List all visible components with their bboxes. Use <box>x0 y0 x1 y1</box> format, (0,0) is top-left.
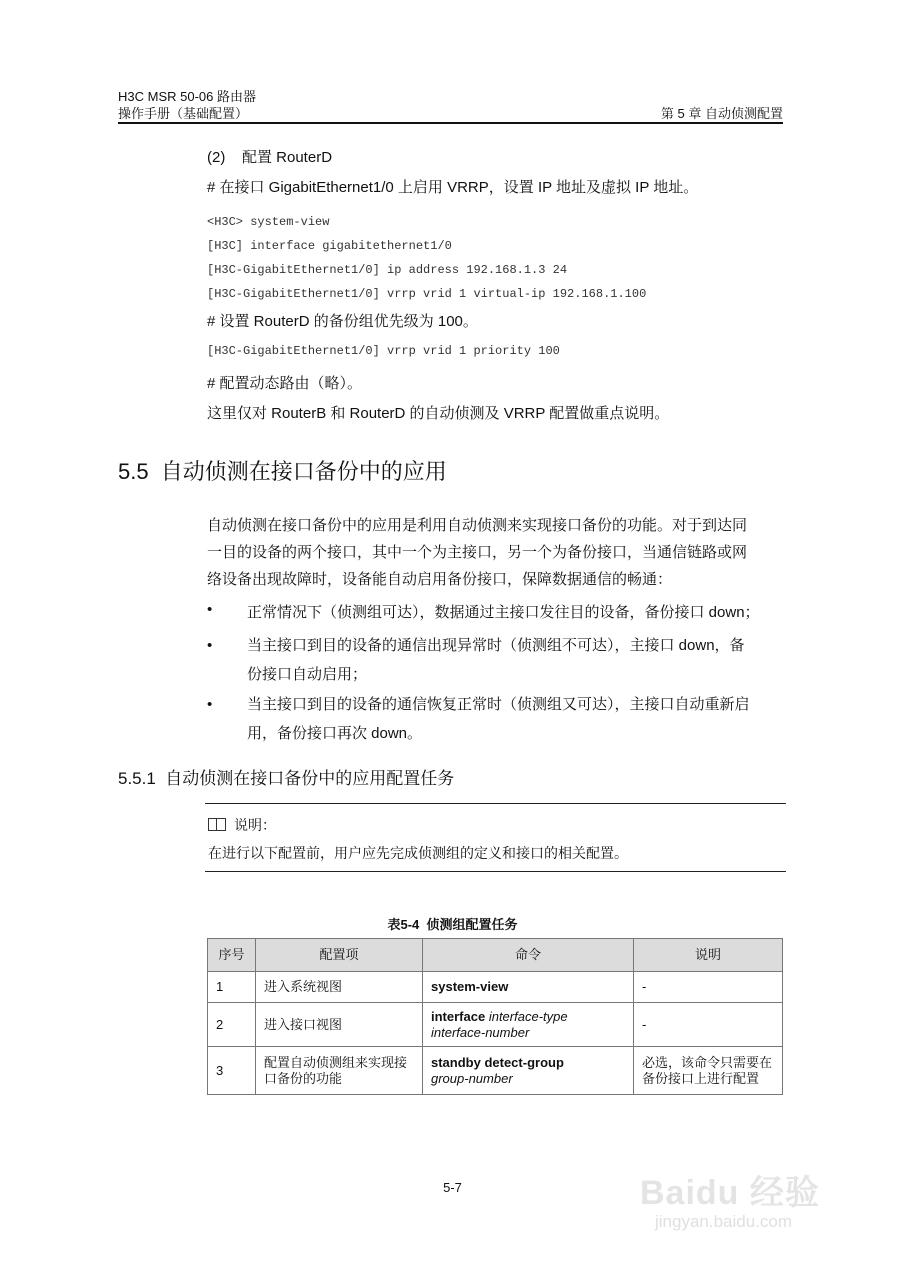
cell-desc: - <box>634 972 783 1003</box>
paragraph-line: 自动侦测在接口备份中的应用是利用自动侦测来实现接口备份的功能。对于到达同 <box>207 517 748 534</box>
paragraph-line: 一目的设备的两个接口，其中一个为主接口，另一个为备份接口，当通信链路或网 <box>207 544 748 561</box>
cell-index: 1 <box>208 972 256 1003</box>
note-header: 说明： <box>208 815 276 835</box>
bullet-item: • 当主接口到目的设备的通信出现异常时（侦测组不可达），主接口 down，备 份接口自动启用； <box>207 637 745 683</box>
cell-item: 进入系统视图 <box>256 972 423 1003</box>
bullet-item: • 正常情况下（侦测组可达），数据通过主接口发往目的设备，备份接口 down； <box>207 601 760 621</box>
paragraph-line: 络设备出现故障时，设备能自动启用备份接口，保障数据通信的畅通： <box>207 571 673 588</box>
baidu-watermark-logo: Baidu 经验 <box>640 1174 820 1212</box>
header-chapter: 第 5 章 自动侦测配置 <box>660 106 783 121</box>
column-header: 说明 <box>634 939 783 972</box>
cell-index: 2 <box>208 1003 256 1047</box>
cell-desc: - <box>634 1003 783 1047</box>
note-text: 在进行以下配置前，用户应先完成侦测组的定义和接口的相关配置。 <box>208 846 628 862</box>
cell-item: 进入接口视图 <box>256 1003 423 1047</box>
instruction: # 配置动态路由（略）。 <box>207 375 363 392</box>
table-row <box>208 972 783 1003</box>
cell-command: interface interface-type interface-number <box>423 1003 634 1047</box>
note-top-rule <box>205 803 786 804</box>
book-icon <box>208 818 226 831</box>
section-title: 5.5 自动侦测在接口备份中的应用 <box>118 459 447 484</box>
column-header: 命令 <box>423 939 634 972</box>
code-line: [H3C-GigabitEthernet1/0] vrrp vrid 1 virtual-ip 192.168.1.100 <box>207 287 647 301</box>
code-line: [H3C] interface gigabitethernet1/0 <box>207 239 452 253</box>
cell-command: system-view <box>423 972 634 1003</box>
column-header: 配置项 <box>256 939 423 972</box>
cell-command: standby detect-group group-number <box>423 1047 634 1095</box>
code-line: <H3C> system-view <box>207 215 330 229</box>
table-caption: 表5-4 侦测组配置任务 <box>387 917 518 932</box>
page-number: 5-7 <box>443 1180 462 1195</box>
instruction: # 设置 RouterD 的备份组优先级为 100。 <box>207 313 478 330</box>
note-bottom-rule <box>205 871 786 872</box>
config-task-table <box>207 938 783 1095</box>
instruction: # 在接口 GigabitEthernet1/0 上启用 VRRP，设置 IP 地址及虚拟 IP 地址。 <box>207 179 699 196</box>
table-header-row <box>208 939 783 972</box>
instruction: 这里仅对 RouterB 和 RouterD 的自动侦测及 VRRP 配置做重点说明。 <box>207 405 670 422</box>
column-header: 序号 <box>208 939 256 972</box>
cell-index: 3 <box>208 1047 256 1095</box>
code-line: [H3C-GigabitEthernet1/0] vrrp vrid 1 priority 100 <box>207 344 560 358</box>
table-row <box>208 1003 783 1047</box>
cell-item: 配置自动侦测组来实现接口备份的功能 <box>256 1047 423 1095</box>
header-manual: 操作手册（基础配置） <box>118 106 249 121</box>
header-product: H3C MSR 50-06 路由器 <box>118 89 256 104</box>
bullet-item: • 当主接口到目的设备的通信恢复正常时（侦测组又可达），主接口自动重新启 用，备份接口再次 down。 <box>207 696 750 742</box>
step-heading: (2) 配置 RouterD <box>207 149 333 166</box>
header-rule <box>118 122 783 124</box>
cell-desc: 必选，该命令只需要在备份接口上进行配置 <box>634 1047 783 1095</box>
subsection-title: 5.5.1 自动侦测在接口备份中的应用配置任务 <box>118 769 455 788</box>
code-line: [H3C-GigabitEthernet1/0] ip address 192.168.1.3 24 <box>207 263 568 277</box>
table-row <box>208 1047 783 1095</box>
baidu-watermark-url: jingyan.baidu.com <box>655 1212 793 1231</box>
